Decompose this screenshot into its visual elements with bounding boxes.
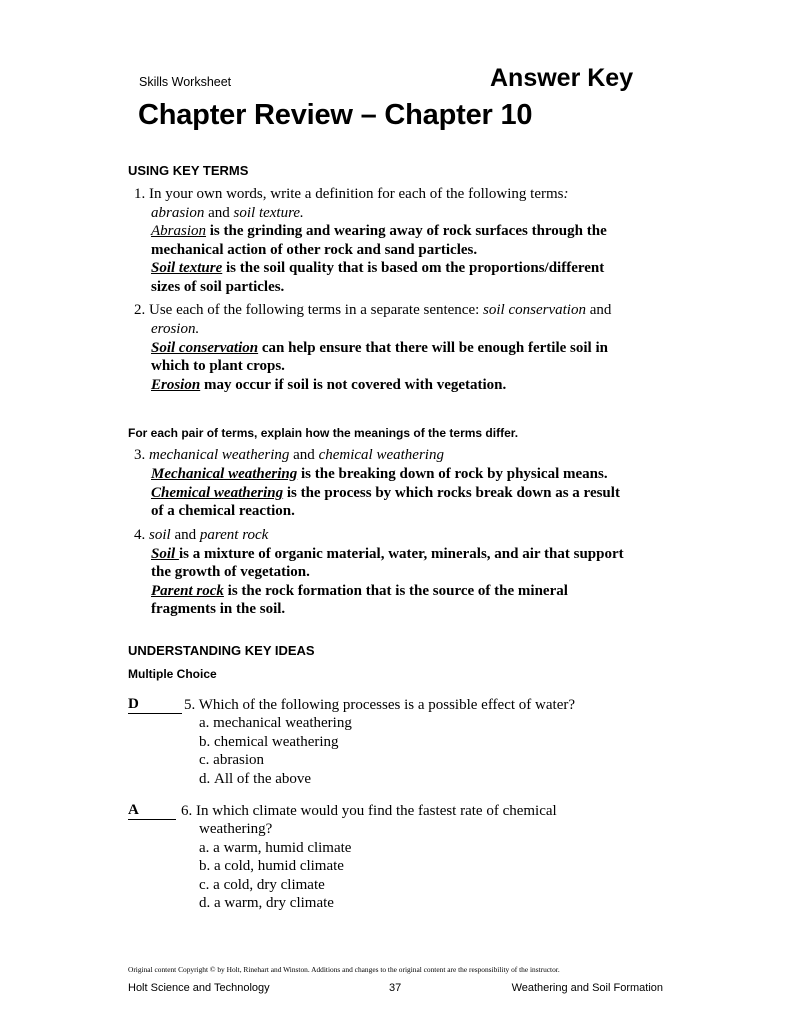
question-6-cont: weathering? [199, 821, 273, 837]
answer-underline [128, 819, 176, 820]
copyright-note: Original content Copyright © by Holt, Rinehart and Winston. Additions and changes to the original content are the responsibility of the instructor. [128, 965, 560, 974]
question-4: 4. soil and parent rock [134, 527, 269, 543]
answer-2b: Erosion may occur if soil is not covered with vegetation. [151, 377, 507, 393]
page-title: Chapter Review – Chapter 10 [138, 99, 533, 131]
answer-term: Soil conservation [151, 340, 259, 356]
answer-1b: Soil texture is the soil quality that is based om the proportions/different [151, 260, 605, 276]
question-text: In which climate would you find the fastest rate of chemical [196, 803, 557, 819]
worksheet-label: Skills Worksheet [139, 75, 232, 89]
answer-2a: Soil conservation can help ensure that there will be enough fertile soil in [151, 340, 608, 356]
option-6a: a. a warm, humid climate [199, 840, 352, 856]
question-6 [181, 802, 557, 820]
answer-4b: Parent rock is the rock formation that is the source of the mineral [151, 583, 568, 599]
question-text: Which of the following processes is a possible effect of water? [198, 697, 576, 713]
answer-term: Parent rock [151, 583, 224, 599]
answer-3b-cont: of a chemical reaction. [151, 503, 295, 519]
answer-key-label: Answer Key [490, 64, 634, 92]
answer-term: Chemical weathering [151, 485, 284, 501]
question-number: 4. [134, 527, 146, 543]
term: abrasion [151, 205, 205, 221]
option-6c: c. a cold, dry climate [199, 877, 325, 893]
answer-1a: Abrasion is the grinding and wearing away of rock surfaces through the [151, 223, 607, 239]
answer-4b-cont: fragments in the soil. [151, 601, 286, 617]
question-number: 5. [184, 697, 196, 713]
section-subheading: Multiple Choice [128, 667, 217, 681]
answer-term: Soil texture [151, 260, 223, 276]
option-6b: b. a cold, humid climate [199, 858, 344, 874]
term: chemical weathering [318, 447, 444, 463]
section-instruction: For each pair of terms, explain how the meanings of the terms differ. [128, 426, 519, 440]
option-5b: b. chemical weathering [199, 734, 339, 750]
answer-blank-5: D [128, 696, 139, 712]
answer-term: Soil [151, 546, 179, 562]
option-5d: d. All of the above [199, 771, 312, 787]
question-text: In your own words, write a definition for each of the following terms [149, 186, 564, 202]
publisher-label: Holt Science and Technology [128, 982, 270, 994]
question-number: 2. [134, 302, 146, 318]
question-number: 1. [134, 186, 146, 202]
answer-3a: Mechanical weathering is the breaking down of rock by physical means. [151, 466, 608, 482]
question-2-term: erosion. [151, 321, 200, 337]
question-text: Use each of the following terms in a separate sentence: [149, 302, 484, 318]
section-heading-key-terms: USING KEY TERMS [128, 163, 249, 178]
answer-3b: Chemical weathering is the process by which rocks break down as a result [151, 485, 620, 501]
term: mechanical weathering [149, 447, 290, 463]
option-5c: c. abrasion [199, 752, 264, 768]
question-2: 2. Use each of the following terms in a separate sentence: soil conservation and [134, 302, 612, 318]
page-number: 37 [389, 982, 402, 994]
answer-4a: Soil is a mixture of organic material, water, minerals, and air that support [151, 546, 624, 562]
section-heading-key-ideas: UNDERSTANDING KEY IDEAS [128, 643, 315, 658]
option-5a: a. mechanical weathering [199, 715, 352, 731]
chapter-name: Weathering and Soil Formation [511, 982, 663, 994]
answer-4a-cont: the growth of vegetation. [151, 564, 310, 580]
question-5 [184, 696, 575, 714]
question-1-terms: abrasion and soil texture. [151, 205, 304, 221]
answer-term: Erosion [151, 377, 201, 393]
question-number: 6. [181, 803, 193, 819]
term: parent rock [199, 527, 269, 543]
question-1: 1. In your own words, write a definition for each of the following terms: [134, 186, 569, 202]
option-6d: d. a warm, dry climate [199, 895, 334, 911]
term: soil [149, 527, 171, 543]
answer-blank-6: A [128, 802, 139, 818]
answer-1a-cont: mechanical action of other rock and sand particles. [151, 242, 478, 258]
answer-term: Mechanical weathering [151, 466, 298, 482]
answer-2a-cont: which to plant crops. [151, 358, 285, 374]
question-3: 3. mechanical weathering and chemical weathering [134, 447, 444, 463]
answer-underline [128, 713, 182, 714]
question-number: 3. [134, 447, 146, 463]
term: soil texture. [233, 205, 304, 221]
term: soil conservation [483, 302, 586, 318]
answer-1b-cont: sizes of soil particles. [151, 279, 285, 295]
answer-term: Abrasion [151, 223, 207, 239]
